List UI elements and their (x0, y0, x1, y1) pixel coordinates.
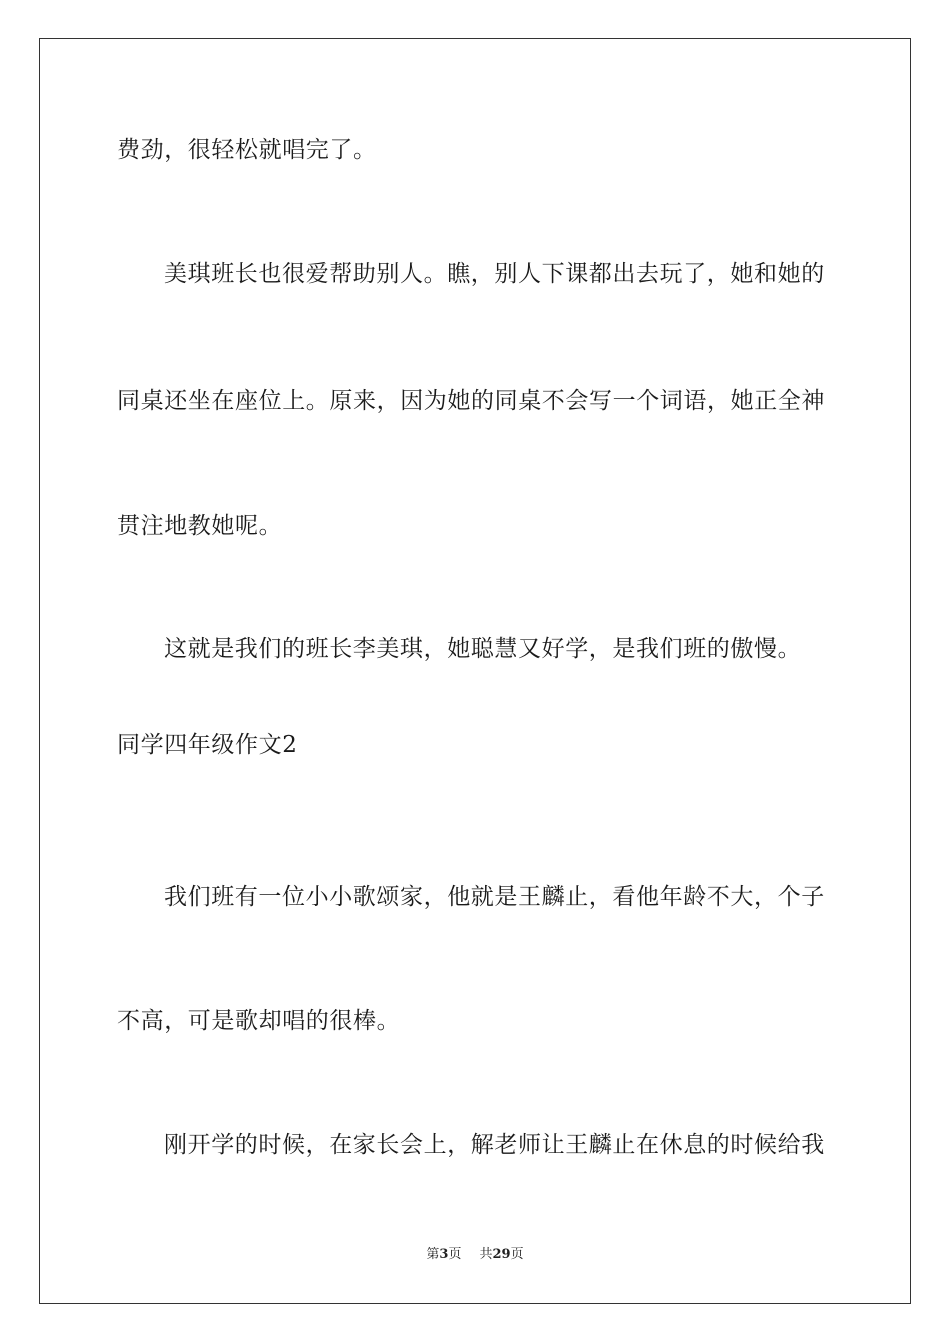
page-prefix: 第 (426, 1247, 440, 1262)
paragraph-line: 我们班有一位小小歌颂家，他就是王麟止，看他年龄不大，个子 (164, 884, 825, 910)
total-prefix: 共 (479, 1247, 493, 1262)
page-footer (0, 1246, 950, 1264)
paragraph-line: 刚开学的时候，在家长会上，解老师让王麟止在休息的时候给我 (164, 1132, 825, 1158)
section-heading: 同学四年级作文2 (117, 732, 298, 758)
current-page-number: 3 (439, 1247, 449, 1262)
paragraph-line: 美琪班长也很爱帮助别人。瞧，别人下课都出去玩了，她和她的 (164, 261, 825, 287)
page-border (39, 38, 911, 1304)
paragraph-line: 贯注地教她呢。 (117, 513, 283, 539)
paragraph-line: 费劲，很轻松就唱完了。 (117, 137, 377, 163)
total-page-count: 29 (492, 1247, 511, 1262)
page-suffix: 页 (448, 1247, 462, 1262)
paragraph-line: 不高，可是歌却唱的很棒。 (117, 1008, 401, 1034)
paragraph-line: 这就是我们的班长李美琪，她聪慧又好学，是我们班的傲慢。 (164, 636, 802, 662)
total-suffix: 页 (510, 1247, 524, 1262)
paragraph-line: 同桌还坐在座位上。原来，因为她的同桌不会写一个词语，她正全神 (117, 388, 825, 414)
